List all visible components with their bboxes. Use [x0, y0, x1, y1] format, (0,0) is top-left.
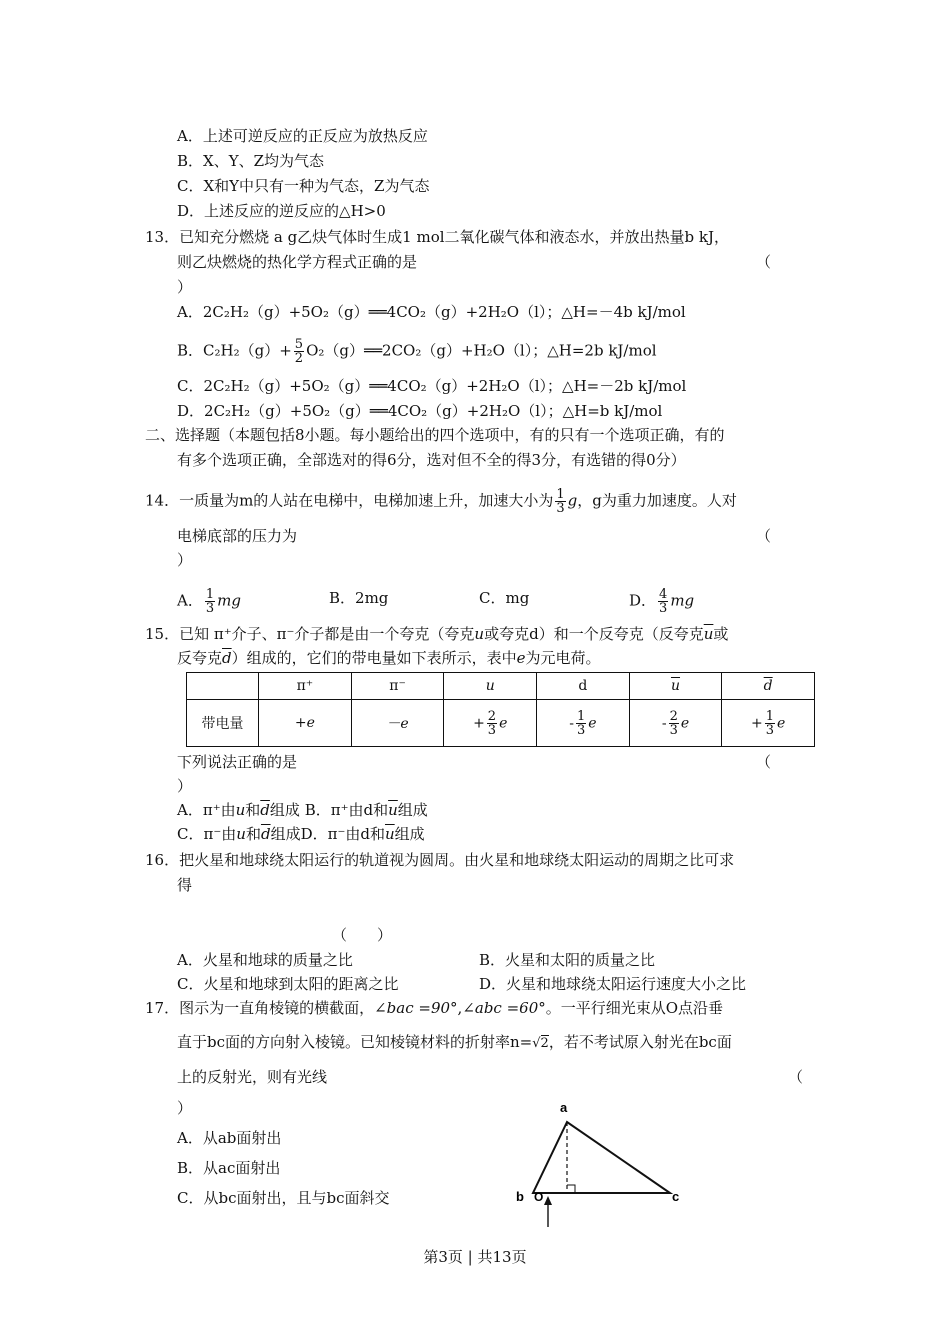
q13-stem-line1: 13．已知充分燃烧 a g乙炔气体时生成1 mol二氧化碳气体和液态水，并放出热量b kJ，	[145, 228, 730, 246]
table-header-cell: $\overline{d}$	[722, 673, 815, 700]
fraction-numerator: 2	[669, 708, 678, 724]
arrow-head-icon	[544, 1196, 552, 1205]
e: e	[777, 715, 786, 731]
q15-text: 组成	[397, 801, 428, 819]
q17-angle-abc: ∠abc =60°	[462, 999, 546, 1017]
sign: -	[661, 715, 667, 731]
q13-option-b-head: B．C₂H₂（g）+	[177, 341, 292, 360]
right-angle-mark	[567, 1185, 575, 1193]
cell-fraction	[765, 710, 775, 737]
q15-question: 下列说法正确的是	[177, 753, 298, 771]
q15-stem-line1	[145, 624, 728, 644]
q15-option-b: B．π⁺由d和	[304, 801, 389, 819]
q17-stem-line3: 上的反射光，则有光线	[177, 1068, 328, 1086]
table-header-cell: $\overline{u}$	[629, 673, 722, 700]
q14-option-a	[177, 588, 241, 615]
q13-paren-open: （	[756, 253, 772, 271]
q16-paren: （ ）	[332, 926, 393, 944]
q15-options-cd	[177, 824, 425, 844]
q14-option-b: B．2mg	[329, 589, 389, 607]
q15-text: 组成	[394, 825, 425, 843]
q17-option-b: B．从ac面射出	[177, 1159, 281, 1177]
option-tail: mg	[217, 591, 241, 610]
q15-text: 组成	[269, 801, 300, 819]
q15-dbar: $\overline{d}$	[222, 649, 232, 667]
fraction-numerator: 5	[294, 337, 304, 352]
q16-option-d: D．火星和地球绕太阳运行速度大小之比	[479, 975, 747, 993]
table-cell	[722, 700, 815, 747]
option-tail: mg	[670, 591, 695, 610]
q15-text: 或	[713, 625, 729, 643]
point-o-label: O	[534, 1190, 544, 1204]
q14-option-c: C．mg	[479, 589, 530, 607]
table-header-cell: u	[444, 673, 537, 700]
q13-option-d: D．2C₂H₂（g）+5O₂（g）══4CO₂（g）+2H₂O（l）；△H=b kJ/mol	[177, 402, 663, 420]
q15-dbar: $\overline{d}$	[260, 801, 270, 819]
q14-stem-line1	[145, 488, 737, 515]
q17-paren-open: （	[788, 1068, 804, 1086]
fraction-numerator: 2	[487, 708, 497, 724]
q14-stem-a: 14．一质量为m的人站在电梯中，电梯加速上升，加速大小为	[145, 491, 554, 510]
fraction-numerator: 1	[205, 587, 215, 602]
q15-text: 和	[245, 801, 261, 819]
table-cell	[537, 700, 630, 747]
q15-stem-line2	[177, 648, 601, 668]
table-header-cell: π⁻	[351, 673, 444, 700]
option-label: D．	[629, 591, 657, 610]
fraction-denominator: 3	[659, 601, 668, 616]
q17-angle-bac: ∠bac =90°	[374, 999, 458, 1017]
option-label: A．	[177, 591, 203, 610]
q15-e: e	[516, 649, 526, 667]
q15-text: 组成	[270, 825, 301, 843]
q16-option-a: A．火星和地球的质量之比	[177, 951, 353, 969]
q14-stem-b: ，g为重力加速度。人对	[577, 491, 737, 510]
fraction-denominator: 2	[294, 351, 304, 366]
vertex-a-label: a	[560, 1100, 568, 1115]
q15-text: 为元电荷。	[525, 649, 601, 667]
e: e	[680, 715, 690, 731]
q12-option-a: A．上述可逆反应的正反应为放热反应	[177, 127, 428, 145]
e: e	[499, 715, 508, 731]
q15-dbar: $\overline{d}$	[260, 825, 271, 843]
q17-option-a: A．从ab面射出	[177, 1129, 282, 1147]
table-row-label: 带电量	[187, 700, 259, 747]
fraction-denominator: 3	[487, 722, 497, 738]
q15-text: 15．已知 π⁺介子、π⁻介子都是由一个夸克（夸克	[145, 625, 475, 643]
q17-stem-line1: 17．图示为一直角棱镜的横截面，∠bac =90°,∠abc =60°。一平行细光束从O点沿垂	[145, 999, 724, 1017]
q12-option-b: B．X、Y、Z均为气态	[177, 152, 325, 170]
cell-fraction	[669, 710, 679, 737]
sign: -	[569, 715, 574, 731]
table-row	[187, 700, 815, 747]
vertex-b-label: b	[516, 1189, 524, 1204]
q15-option-d: D．π⁻由d和	[300, 825, 385, 843]
q15-ubar: $\overline{u}$	[703, 625, 714, 643]
q17-text: 。一平行细光束从O点沿垂	[545, 999, 724, 1017]
sqrt-radicand: 2	[540, 1036, 549, 1051]
q15-option-c: C．π⁻由	[177, 825, 237, 843]
e: e	[588, 715, 597, 731]
table-header-row	[187, 673, 815, 700]
q15-paren-close: ）	[177, 777, 193, 795]
cell-fraction	[487, 710, 497, 737]
q15-text: ）组成的，它们的带电量如下表所示，表中	[231, 649, 517, 667]
fraction-numerator: 1	[556, 487, 565, 502]
q13-option-c: C．2C₂H₂（g）+5O₂（g）══4CO₂（g）+2H₂O（l）；△H=－2b kJ/mol	[177, 377, 687, 395]
page-footer: 第3页 | 共13页	[423, 1248, 527, 1266]
fraction-denominator: 3	[556, 501, 565, 516]
table-header-cell: π⁺	[259, 673, 352, 700]
q15-u: u	[474, 625, 485, 643]
q15-paren-open: （	[756, 753, 772, 771]
q15-text: 或夸克d）和一个反夸克（反夸克	[484, 625, 704, 643]
table-header-cell: d	[537, 673, 630, 700]
q15-text: 反夸克	[177, 649, 223, 667]
q13-option-b-fraction	[294, 338, 304, 365]
sign: +	[473, 715, 485, 731]
fraction-denominator: 3	[765, 722, 775, 738]
q17-text: 直于bc面的方向射入棱镜。已知棱镜材料的折射率n=	[177, 1033, 533, 1051]
q15-text: 和	[245, 825, 261, 843]
q16-option-c: C．火星和地球到太阳的距离之比	[177, 975, 399, 993]
fraction-numerator: 1	[765, 708, 775, 724]
fraction-denominator: 3	[205, 601, 215, 616]
section2-line2: 有多个选项正确，全部选对的得6分，选对但不全的得3分，有选错的得0分）	[177, 451, 686, 469]
q14-stem-line2: 电梯底部的压力为	[177, 527, 298, 545]
sqrt-symbol: √	[532, 1036, 541, 1051]
fraction-denominator: 3	[669, 722, 678, 738]
q14-g: g	[567, 491, 578, 510]
fraction-denominator: 3	[576, 722, 586, 738]
q17-text: 17．图示为一直角棱镜的横截面，	[145, 999, 375, 1017]
q14-paren-open: （	[756, 527, 772, 545]
q15-ubar: $\overline{u}$	[388, 801, 398, 819]
q14-option-d	[629, 588, 694, 615]
q14-fraction	[555, 488, 565, 515]
table-cell	[444, 700, 537, 747]
fraction-numerator: 1	[576, 708, 586, 724]
q13-option-b	[177, 338, 657, 365]
q13-option-a: A．2C₂H₂（g）+5O₂（g）══4CO₂（g）+2H₂O（l）；△H=－4b kJ/mol	[177, 303, 686, 321]
q12-option-d: D．上述反应的逆反应的△H>0	[177, 202, 386, 220]
table-cell: +e	[259, 700, 352, 747]
q12-option-c: C．X和Y中只有一种为气态，Z为气态	[177, 177, 430, 195]
q14-paren-close: ）	[177, 551, 193, 569]
prism-triangle	[533, 1122, 670, 1193]
q15-options-ab	[177, 800, 428, 820]
q17-option-c: C．从bc面射出，且与bc面斜交	[177, 1189, 390, 1207]
cell-fraction	[576, 710, 586, 737]
section2-line1: 二、选择题（本题包括8小题。每小题给出的四个选项中，有的只有一个选项正确，有的	[145, 426, 725, 444]
q17-paren-close: ）	[177, 1099, 193, 1117]
q16-stem-line2: 得	[177, 876, 193, 894]
q13-stem-line2: 则乙炔燃烧的热化学方程式正确的是	[177, 253, 418, 271]
q13-paren-close: ）	[177, 278, 193, 296]
sign: +	[751, 715, 763, 731]
prism-figure	[512, 1095, 692, 1230]
fraction-numerator: 4	[659, 587, 668, 602]
table-header-cell	[187, 673, 259, 700]
vertex-c-label: c	[672, 1189, 680, 1204]
q15-option-a: A．π⁺由	[177, 801, 236, 819]
q17-text: ，若不考试原入射光在bc面	[548, 1033, 732, 1051]
q17-stem-line2	[177, 1032, 732, 1054]
q15-ubar: $\overline{u}$	[384, 825, 395, 843]
q16-option-b: B．火星和太阳的质量之比	[479, 951, 656, 969]
charge-table	[186, 672, 815, 747]
q14-option-a-fraction	[205, 588, 215, 615]
q15-u: u	[236, 825, 246, 843]
table-cell	[629, 700, 722, 747]
q13-option-b-tail: O₂（g）══2CO₂（g）+H₂O（l）；△H=2b kJ/mol	[306, 341, 657, 360]
q16-stem-line1: 16．把火星和地球绕太阳运行的轨道视为圆周。由火星和地球绕太阳运动的周期之比可求	[145, 851, 735, 869]
q15-u: u	[235, 801, 246, 819]
q14-option-d-fraction	[658, 588, 668, 615]
table-cell: －e	[351, 700, 444, 747]
